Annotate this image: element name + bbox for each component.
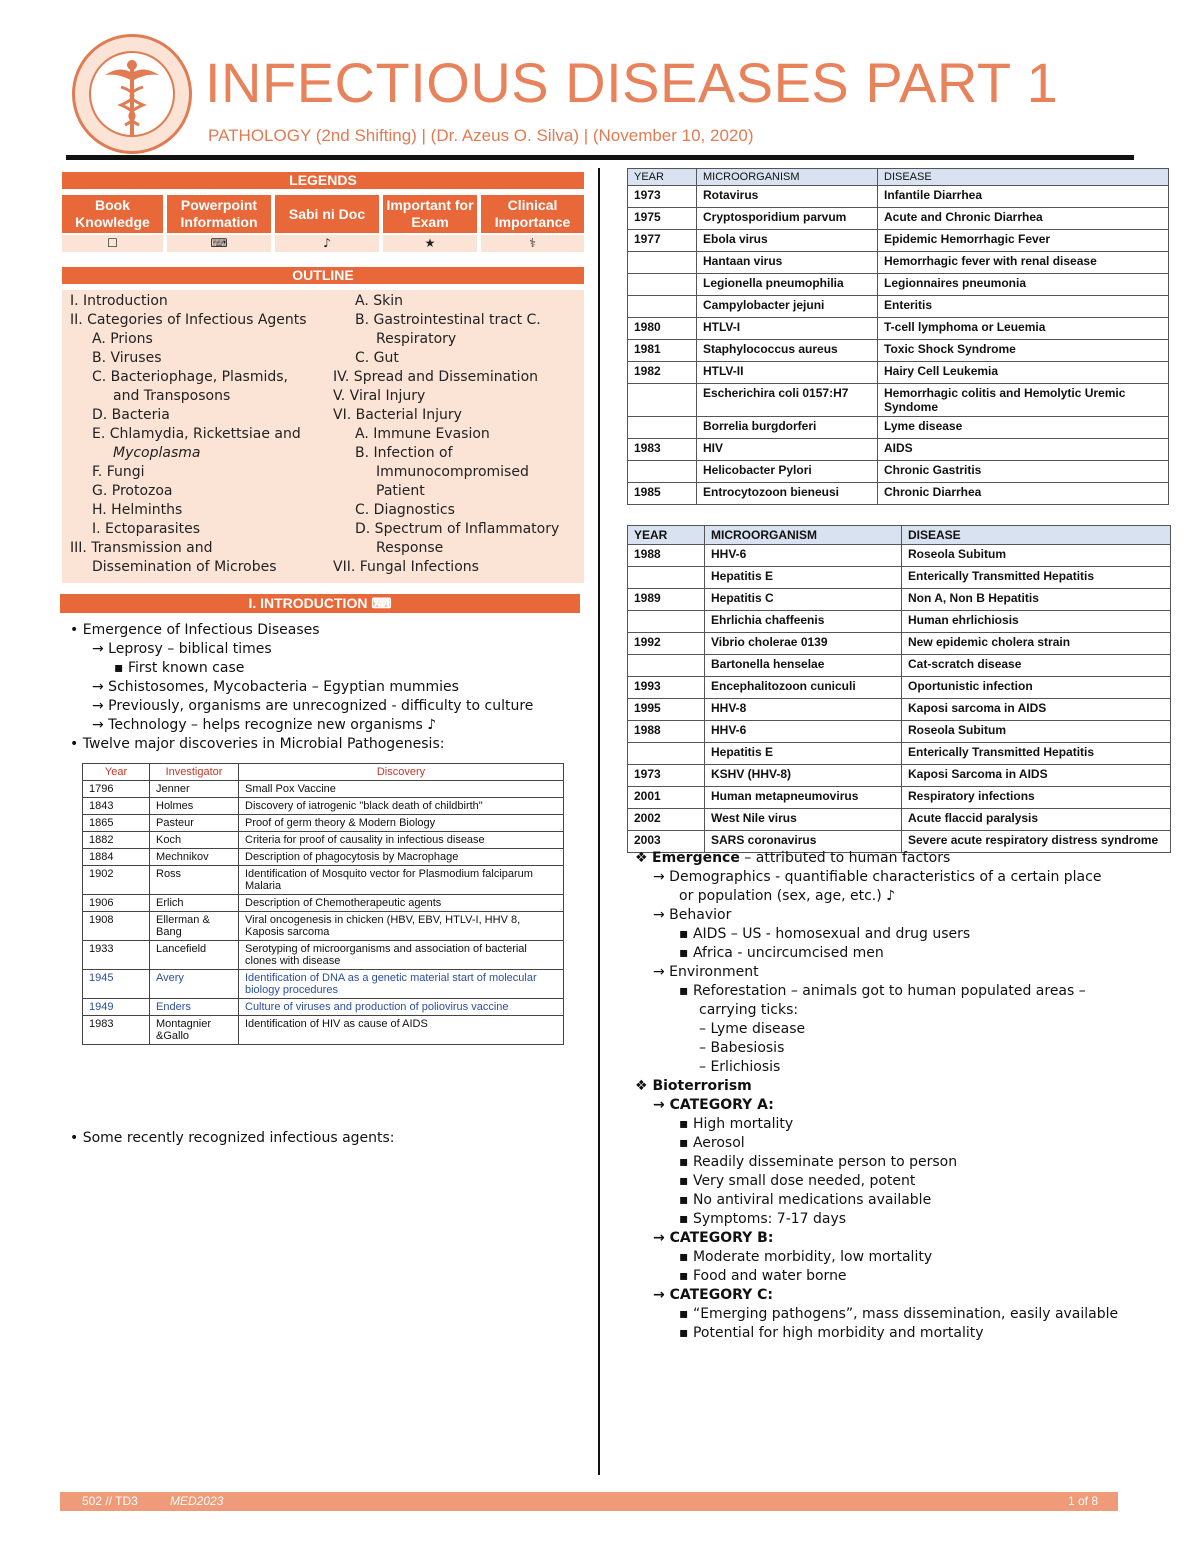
discoveries-table bbox=[82, 763, 564, 1045]
table-cell: Vibrio cholerae 0139 bbox=[705, 633, 902, 655]
table-cell bbox=[628, 655, 705, 677]
sub-bullet-item: ▪ “Emerging pathogens”, mass dissemination, easily available bbox=[679, 1306, 1119, 1322]
table-cell: Lancefield bbox=[150, 941, 239, 970]
table-cell: Discovery of iatrogenic "black death of childbirth" bbox=[239, 798, 564, 815]
footer-batch: MED2023 bbox=[170, 1494, 224, 1508]
table-cell: Enterically Transmitted Hepatitis bbox=[902, 567, 1171, 589]
table-cell: 1796 bbox=[83, 781, 150, 798]
legend-powerpoint: Powerpoint Information bbox=[167, 195, 271, 233]
table-row bbox=[83, 970, 564, 999]
table-cell: Chronic Diarrhea bbox=[878, 483, 1169, 505]
table-row bbox=[628, 699, 1171, 721]
table-row bbox=[628, 483, 1169, 505]
table-cell: 1843 bbox=[83, 798, 150, 815]
table-row bbox=[628, 633, 1171, 655]
outline-item[interactable]: Mycoplasma bbox=[113, 445, 201, 461]
table-cell: Small Pox Vaccine bbox=[239, 781, 564, 798]
table-row bbox=[628, 589, 1171, 611]
table-cell: HHV-6 bbox=[705, 721, 902, 743]
agents-table-2-body bbox=[628, 545, 1171, 853]
outline-item[interactable]: I. Ectoparasites bbox=[92, 521, 201, 537]
table-cell: Bartonella henselae bbox=[705, 655, 902, 677]
sub-bullet-item: ▪ Symptoms: 7-17 days bbox=[679, 1211, 847, 1227]
table-cell: Roseola Subitum bbox=[902, 545, 1171, 567]
table-cell: Hemorrhagic fever with renal disease bbox=[878, 252, 1169, 274]
square-bullet-icon: ▪ bbox=[679, 1249, 693, 1265]
table-cell: Kaposi Sarcoma in AIDS bbox=[902, 765, 1171, 787]
sub-bullet-item: ▪ Reforestation – animals got to human populated areas – bbox=[679, 983, 1086, 999]
table-row bbox=[628, 743, 1171, 765]
table-cell: Acute and Chronic Diarrhea bbox=[878, 208, 1169, 230]
table-row bbox=[83, 895, 564, 912]
table-cell: SARS coronavirus bbox=[705, 831, 902, 853]
square-bullet-icon: ▪ bbox=[679, 1211, 693, 1227]
caduceus-icon bbox=[75, 37, 195, 157]
column-header: DISEASE bbox=[902, 526, 1171, 545]
column-header: Year bbox=[83, 764, 150, 781]
legend-book-knowledge: Book Knowledge bbox=[62, 195, 163, 233]
square-bullet-icon: ▪ bbox=[679, 1306, 693, 1322]
table-cell: Lyme disease bbox=[878, 417, 1169, 439]
table-cell: Enterically Transmitted Hepatitis bbox=[902, 743, 1171, 765]
column-header: Investigator bbox=[150, 764, 239, 781]
header-divider bbox=[66, 155, 1134, 160]
table-row bbox=[628, 765, 1171, 787]
outline-item[interactable]: VII. Fungal Infections bbox=[333, 559, 479, 575]
table-cell: Criteria for proof of causality in infectious disease bbox=[239, 832, 564, 849]
table-cell: Legionnaires pneumonia bbox=[878, 274, 1169, 296]
square-bullet-icon: ▪ bbox=[679, 1192, 693, 1208]
intro-notes bbox=[70, 621, 533, 754]
table-cell: 1865 bbox=[83, 815, 150, 832]
table-cell: 2003 bbox=[628, 831, 705, 853]
table-cell: Avery bbox=[150, 970, 239, 999]
table-cell: 2002 bbox=[628, 809, 705, 831]
table-cell: 2001 bbox=[628, 787, 705, 809]
table-cell: Serotyping of microorganisms and association of bacterial clones with disease bbox=[239, 941, 564, 970]
square-bullet-icon: ▪ bbox=[679, 1116, 693, 1132]
outline-item[interactable]: IV. Spread and Dissemination bbox=[333, 369, 539, 385]
table-cell bbox=[628, 743, 705, 765]
sub-bullet-item: ▪ Food and water borne bbox=[679, 1268, 847, 1284]
outline-item[interactable]: and Transposons bbox=[113, 388, 231, 404]
table-cell: Encephalitozoon cuniculi bbox=[705, 677, 902, 699]
table-cell: Legionella pneumophilia bbox=[697, 274, 878, 296]
outline-item[interactable]: A. Immune Evasion bbox=[355, 426, 490, 442]
agents-table-1 bbox=[627, 168, 1169, 505]
column-header: MICROORGANISM bbox=[705, 526, 902, 545]
table-cell: Human ehrlichiosis bbox=[902, 611, 1171, 633]
table-row bbox=[628, 567, 1171, 589]
bullet-icon: • bbox=[70, 622, 83, 638]
table-cell: KSHV (HHV-8) bbox=[705, 765, 902, 787]
table-cell: Oportunistic infection bbox=[902, 677, 1171, 699]
table-cell: Acute flaccid paralysis bbox=[902, 809, 1171, 831]
table-cell: 1988 bbox=[628, 721, 705, 743]
arrow-item: → Behavior bbox=[653, 907, 732, 923]
table-cell: 1983 bbox=[628, 439, 697, 461]
bullet-item: • Emergence of Infectious Diseases bbox=[70, 622, 320, 638]
table-cell: Ehrlichia chaffeenis bbox=[705, 611, 902, 633]
outline-item[interactable]: C. Bacteriophage, Plasmids, bbox=[92, 369, 288, 385]
square-bullet-icon: ▪ bbox=[679, 945, 693, 961]
table-row bbox=[628, 461, 1169, 483]
table-cell: 1982 bbox=[628, 362, 697, 384]
column-divider bbox=[598, 168, 600, 1475]
table-row bbox=[628, 611, 1171, 633]
table-cell: Rotavirus bbox=[697, 186, 878, 208]
table-row bbox=[628, 655, 1171, 677]
bullet-item: ❖ Bioterrorism bbox=[635, 1078, 752, 1094]
table-cell: 1985 bbox=[628, 483, 697, 505]
table-cell: West Nile virus bbox=[705, 809, 902, 831]
square-bullet-icon: ▪ bbox=[679, 1325, 693, 1341]
sub-bullet-item: ▪ Moderate morbidity, low mortality bbox=[679, 1249, 933, 1265]
table-cell: HTLV-I bbox=[697, 318, 878, 340]
table-cell: 1988 bbox=[628, 545, 705, 567]
table-cell: Jenner bbox=[150, 781, 239, 798]
table-cell: Viral oncogenesis in chicken (HBV, EBV, HTLV-I, HHV 8, Kaposis sarcoma bbox=[239, 912, 564, 941]
square-bullet-icon: ▪ bbox=[679, 1173, 693, 1189]
outline-right-list bbox=[333, 292, 559, 577]
table-row bbox=[628, 318, 1169, 340]
table-row bbox=[83, 912, 564, 941]
table-cell: 1902 bbox=[83, 866, 150, 895]
square-bullet-icon: ▪ bbox=[114, 660, 128, 676]
outline-item[interactable]: C. Gut bbox=[355, 350, 399, 366]
table-cell: Ross bbox=[150, 866, 239, 895]
table-cell: Hairy Cell Leukemia bbox=[878, 362, 1169, 384]
table-cell: HIV bbox=[697, 439, 878, 461]
outline-item[interactable]: H. Helminths bbox=[92, 502, 183, 518]
table-row bbox=[628, 252, 1169, 274]
page-title: INFECTIOUS DISEASES PART 1 bbox=[205, 51, 1059, 114]
table-cell: T-cell lymphoma or Leuemia bbox=[878, 318, 1169, 340]
continued-line: carrying ticks: bbox=[699, 1002, 799, 1018]
continued-line: or population (sex, age, etc.) ♪ bbox=[679, 888, 896, 904]
square-bullet-icon: ▪ bbox=[679, 1154, 693, 1170]
table-row bbox=[83, 798, 564, 815]
table-cell: HHV-6 bbox=[705, 545, 902, 567]
table-cell: Epidemic Hemorrhagic Fever bbox=[878, 230, 1169, 252]
table-row bbox=[628, 186, 1169, 208]
table-cell: New epidemic cholera strain bbox=[902, 633, 1171, 655]
discoveries-body bbox=[83, 781, 564, 1045]
table-row bbox=[628, 340, 1169, 362]
table-cell: 1882 bbox=[83, 832, 150, 849]
table-row bbox=[83, 832, 564, 849]
table-cell: Koch bbox=[150, 832, 239, 849]
legends-title: LEGENDS bbox=[62, 172, 584, 189]
table-cell: Roseola Subitum bbox=[902, 721, 1171, 743]
outline-item[interactable]: D. Bacteria bbox=[92, 407, 170, 423]
table-row bbox=[628, 362, 1169, 384]
table-row bbox=[628, 417, 1169, 439]
table-cell: Holmes bbox=[150, 798, 239, 815]
table-row bbox=[83, 781, 564, 798]
table-row bbox=[83, 866, 564, 895]
table-cell: Toxic Shock Syndrome bbox=[878, 340, 1169, 362]
sub-bullet-item: ▪ Very small dose needed, potent bbox=[679, 1173, 916, 1189]
outline-item[interactable]: II. Categories of Infectious Agents bbox=[70, 312, 307, 328]
table-cell bbox=[628, 384, 697, 417]
category-b-heading: → CATEGORY B: bbox=[653, 1230, 774, 1246]
table-cell: Entrocytozoon bieneusi bbox=[697, 483, 878, 505]
table-cell: 1995 bbox=[628, 699, 705, 721]
outline-item[interactable]: Patient bbox=[376, 483, 425, 499]
section-introduction-title: I. INTRODUCTION ⌨ bbox=[60, 594, 580, 613]
table-row bbox=[628, 809, 1171, 831]
outline-item[interactable]: I. Introduction bbox=[70, 293, 168, 309]
table-cell: HTLV-II bbox=[697, 362, 878, 384]
table-row bbox=[83, 1016, 564, 1045]
table-cell: Enders bbox=[150, 999, 239, 1016]
table-cell: Escherichira coli 0157:H7 bbox=[697, 384, 878, 417]
table-cell: HHV-8 bbox=[705, 699, 902, 721]
table-row bbox=[628, 721, 1171, 743]
table-cell: 1908 bbox=[83, 912, 150, 941]
table-cell bbox=[628, 274, 697, 296]
table-cell bbox=[628, 611, 705, 633]
table-row bbox=[628, 230, 1169, 252]
table-cell: 1906 bbox=[83, 895, 150, 912]
table-cell: Hepatitis C bbox=[705, 589, 902, 611]
table-row bbox=[628, 439, 1169, 461]
diamond-bullet-icon: ❖ bbox=[635, 1078, 653, 1094]
outline-item[interactable]: B. Gastrointestinal tract C. bbox=[355, 312, 541, 328]
arrow-item: → Demographics - quantifiable characteristics of a certain place bbox=[653, 869, 1102, 885]
table-cell: Montagnier &Gallo bbox=[150, 1016, 239, 1045]
arrow-item: → Technology – helps recognize new organisms ♪ bbox=[92, 717, 437, 733]
legend-sabi-ni-doc: Sabi ni Doc bbox=[275, 195, 379, 233]
table-cell: Non A, Non B Hepatitis bbox=[902, 589, 1171, 611]
outline-item[interactable]: F. Fungi bbox=[92, 464, 145, 480]
outline-item[interactable]: Dissemination of Microbes bbox=[92, 559, 277, 575]
table-cell: 1973 bbox=[628, 186, 697, 208]
table-cell: 1975 bbox=[628, 208, 697, 230]
table-cell: Severe acute respiratory distress syndrome bbox=[902, 831, 1171, 853]
page-number: 1 of 8 bbox=[1067, 1494, 1098, 1508]
table-cell: Chronic Gastritis bbox=[878, 461, 1169, 483]
table-cell: Human metapneumovirus bbox=[705, 787, 902, 809]
column-header: YEAR bbox=[628, 169, 697, 186]
column-header: MICROORGANISM bbox=[697, 169, 878, 186]
agents-table-1-body bbox=[628, 186, 1169, 505]
dash-item: – Erlichiosis bbox=[699, 1059, 781, 1075]
table-row bbox=[83, 941, 564, 970]
table-cell: 1993 bbox=[628, 677, 705, 699]
bullet-item: • Some recently recognized infectious agents: bbox=[70, 1130, 395, 1146]
legend-clinical: Clinical Importance bbox=[481, 195, 584, 233]
table-cell bbox=[628, 296, 697, 318]
table-cell: Cat-scratch disease bbox=[902, 655, 1171, 677]
table-cell: Hepatitis E bbox=[705, 743, 902, 765]
star-icon: ★ bbox=[383, 235, 477, 252]
table-row bbox=[628, 274, 1169, 296]
square-bullet-icon: ▪ bbox=[679, 926, 693, 942]
table-cell: Kaposi sarcoma in AIDS bbox=[902, 699, 1171, 721]
bullet-item: • Twelve major discoveries in Microbial Pathogenesis: bbox=[70, 736, 445, 752]
outline-item[interactable]: V. Viral Injury bbox=[333, 388, 426, 404]
outline-item[interactable]: Immunocompromised bbox=[376, 464, 529, 480]
outline-item[interactable]: C. Diagnostics bbox=[355, 502, 455, 518]
outline-item[interactable]: B. Viruses bbox=[92, 350, 162, 366]
caduceus-icon: ⚕ bbox=[481, 235, 584, 252]
outline-item[interactable]: D. Spectrum of Inflammatory bbox=[355, 521, 560, 537]
table-cell: Hemorrhagic colitis and Hemolytic Uremic Syndome bbox=[878, 384, 1169, 417]
square-bullet-icon: ▪ bbox=[679, 983, 693, 999]
keyboard-icon: ⌨ bbox=[167, 235, 271, 252]
table-cell: 1992 bbox=[628, 633, 705, 655]
arrow-item: → Schistosomes, Mycobacteria – Egyptian mummies bbox=[92, 679, 459, 695]
square-bullet-icon: ▪ bbox=[679, 1268, 693, 1284]
outline-item[interactable]: A. Skin bbox=[355, 293, 403, 309]
bullet-item: ❖ Emergence – attributed to human factors bbox=[635, 850, 951, 866]
table-cell: 1983 bbox=[83, 1016, 150, 1045]
sub-bullet-item: ▪ AIDS – US - homosexual and drug users bbox=[679, 926, 971, 942]
table-cell: 1973 bbox=[628, 765, 705, 787]
table-row bbox=[628, 677, 1171, 699]
table-cell: Description of Chemotherapeutic agents bbox=[239, 895, 564, 912]
table-cell: Infantile Diarrhea bbox=[878, 186, 1169, 208]
table-cell: Cryptosporidium parvum bbox=[697, 208, 878, 230]
table-cell bbox=[628, 461, 697, 483]
table-cell: Respiratory infections bbox=[902, 787, 1171, 809]
sub-bullet-item: ▪ Potential for high morbidity and mortality bbox=[679, 1325, 984, 1341]
table-row bbox=[628, 787, 1171, 809]
table-cell: Enteritis bbox=[878, 296, 1169, 318]
table-cell: Hepatitis E bbox=[705, 567, 902, 589]
bullet-icon: • bbox=[70, 736, 83, 752]
table-row bbox=[83, 815, 564, 832]
bullet-icon: • bbox=[70, 1130, 83, 1146]
table-cell: Ebola virus bbox=[697, 230, 878, 252]
sub-bullet-item: ▪ Africa - uncircumcised men bbox=[679, 945, 884, 961]
table-cell bbox=[628, 252, 697, 274]
column-header: Discovery bbox=[239, 764, 564, 781]
emergence-notes bbox=[635, 849, 1118, 1343]
music-note-icon: ♪ bbox=[275, 235, 379, 252]
page-subtitle: PATHOLOGY (2nd Shifting) | (Dr. Azeus O. Silva) | (November 10, 2020) bbox=[208, 126, 754, 145]
dash-item: – Babesiosis bbox=[699, 1040, 785, 1056]
table-cell: 1981 bbox=[628, 340, 697, 362]
outline-title: OUTLINE bbox=[62, 267, 584, 284]
table-cell: AIDS bbox=[878, 439, 1169, 461]
table-row bbox=[628, 384, 1169, 417]
column-header: YEAR bbox=[628, 526, 705, 545]
caduceus-logo bbox=[72, 34, 192, 154]
legend-important-exam: Important for Exam bbox=[383, 195, 477, 233]
table-cell: Identification of DNA as a genetic material start of molecular biology procedures bbox=[239, 970, 564, 999]
table-cell: 1977 bbox=[628, 230, 697, 252]
table-cell: 1989 bbox=[628, 589, 705, 611]
table-row bbox=[628, 296, 1169, 318]
outline-item[interactable]: Respiratory bbox=[376, 331, 457, 347]
outline-item[interactable]: A. Prions bbox=[92, 331, 153, 347]
arrow-item: → Environment bbox=[653, 964, 759, 980]
square-icon: ☐ bbox=[62, 235, 163, 252]
sub-bullet-item: ▪ High mortality bbox=[679, 1116, 794, 1132]
table-cell: Identification of HIV as cause of AIDS bbox=[239, 1016, 564, 1045]
table-cell: 1980 bbox=[628, 318, 697, 340]
table-cell bbox=[628, 567, 705, 589]
table-cell: 1933 bbox=[83, 941, 150, 970]
table-cell: Staphylococcus aureus bbox=[697, 340, 878, 362]
table-row bbox=[83, 849, 564, 866]
outline-left-list bbox=[70, 292, 307, 577]
table-cell: Borrelia burgdorferi bbox=[697, 417, 878, 439]
table-cell: Proof of germ theory & Modern Biology bbox=[239, 815, 564, 832]
page-footer bbox=[60, 1492, 1118, 1511]
table-cell: Pasteur bbox=[150, 815, 239, 832]
table-cell: Hantaan virus bbox=[697, 252, 878, 274]
table-cell: 1884 bbox=[83, 849, 150, 866]
table-cell: Description of phagocytosis by Macrophage bbox=[239, 849, 564, 866]
dash-item: – Lyme disease bbox=[699, 1021, 806, 1037]
column-header: DISEASE bbox=[878, 169, 1169, 186]
table-row bbox=[628, 545, 1171, 567]
table-header-row bbox=[628, 526, 1171, 545]
table-cell: 1949 bbox=[83, 999, 150, 1016]
outline-item[interactable]: E. Chlamydia, Rickettsiae and bbox=[92, 426, 301, 442]
table-cell: 1945 bbox=[83, 970, 150, 999]
table-header-row bbox=[83, 764, 564, 781]
category-a-heading: → CATEGORY A: bbox=[653, 1097, 774, 1113]
outline-item[interactable]: VI. Bacterial Injury bbox=[333, 407, 462, 423]
sub-bullet-item: ▪ First known case bbox=[114, 660, 245, 676]
outline-item[interactable]: Response bbox=[376, 540, 444, 556]
square-bullet-icon: ▪ bbox=[679, 1135, 693, 1151]
outline-item[interactable]: G. Protozoa bbox=[92, 483, 173, 499]
table-row bbox=[83, 999, 564, 1016]
table-cell: Ellerman & Bang bbox=[150, 912, 239, 941]
table-cell bbox=[628, 417, 697, 439]
table-cell: Mechnikov bbox=[150, 849, 239, 866]
table-cell: Culture of viruses and production of poliovirus vaccine bbox=[239, 999, 564, 1016]
table-cell: Erlich bbox=[150, 895, 239, 912]
table-row bbox=[628, 208, 1169, 230]
diamond-bullet-icon: ❖ bbox=[635, 850, 653, 866]
table-cell: Helicobacter Pylori bbox=[697, 461, 878, 483]
table-cell: Campylobacter jejuni bbox=[697, 296, 878, 318]
sub-bullet-item: ▪ Readily disseminate person to person bbox=[679, 1154, 958, 1170]
outline-item[interactable]: III. Transmission and bbox=[70, 540, 213, 556]
footer-section-code: 502 // TD3 bbox=[82, 1494, 138, 1508]
category-c-heading: → CATEGORY C: bbox=[653, 1287, 774, 1303]
sub-bullet-item: ▪ No antiviral medications available bbox=[679, 1192, 932, 1208]
outline-item[interactable]: B. Infection of bbox=[355, 445, 453, 461]
sub-bullet-item: ▪ Aerosol bbox=[679, 1135, 745, 1151]
arrow-item: → Leprosy – biblical times bbox=[92, 641, 272, 657]
table-cell: Identification of Mosquito vector for Plasmodium falciparum Malaria bbox=[239, 866, 564, 895]
agents-table-2 bbox=[627, 525, 1171, 853]
table-header-row bbox=[628, 169, 1169, 186]
arrow-item: → Previously, organisms are unrecognized - difficulty to culture bbox=[92, 698, 534, 714]
